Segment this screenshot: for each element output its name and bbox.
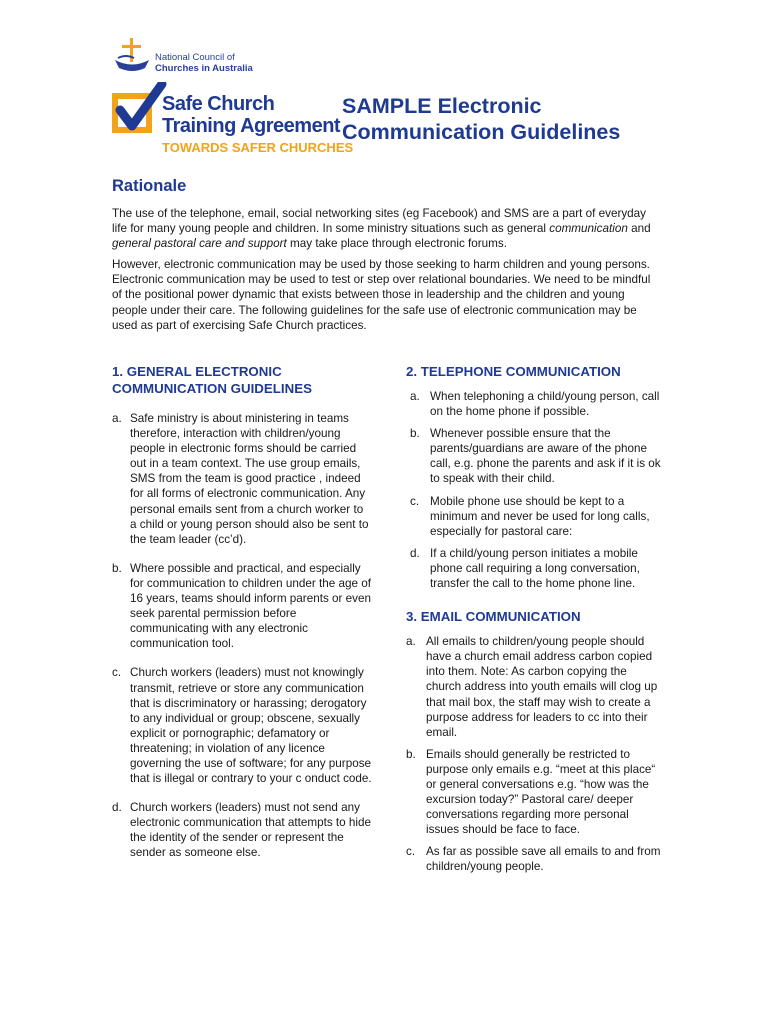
org-name-line1: National Council of <box>155 52 235 63</box>
section2-heading: 2. TELEPHONE COMMUNICATION <box>406 364 621 379</box>
list-item <box>406 494 661 539</box>
cross-boat-icon <box>112 36 154 76</box>
section1-list <box>112 411 372 861</box>
item-text: Emails should generally be restricted to purpose only emails e.g. “meet at this place“ or general conversations e.g. “how was the excursion today?” Pastoral care/ deeper conversations regarding more personal issues should be face to face. <box>426 747 656 837</box>
item-text: Whenever possible ensure that the parents/guardians are aware of the phone call, e.g. phone the parents and ask if it is ok to speak with their child. <box>430 427 661 486</box>
section-general-guidelines <box>112 363 372 875</box>
item-label: d. <box>112 801 122 815</box>
safe-church-logo <box>112 78 354 160</box>
section2-list <box>406 389 661 591</box>
item-label: c. <box>112 666 122 680</box>
item-label: a. <box>406 635 416 649</box>
item-label: b. <box>410 427 420 441</box>
list-item <box>406 389 661 419</box>
item-text: Church workers (leaders) must not knowingly transmit, retrieve or store any communication that is discriminatory or harassing; derogatory to any individual or group; obscene, sexually explicit or pornographic; defamatory or threatening; in violation of any licence governing the use of software; for any purpose that is illegal or contrary to your c onduct code. <box>130 666 372 786</box>
title-line1: SAMPLE Electronic <box>342 94 542 118</box>
item-label: c. <box>406 845 416 859</box>
rationale-text: The use of the telephone, email, social networking sites (eg Facebook) and SMS are a part of everyday life for many young people and children. In some ministry situations such as general <box>112 207 647 236</box>
section-email <box>406 608 661 874</box>
checkmark-icon <box>112 82 168 144</box>
item-label: a. <box>112 412 122 425</box>
item-label: d. <box>410 546 420 560</box>
rationale-text: and <box>627 222 651 236</box>
ncca-logo <box>112 36 272 76</box>
right-column <box>406 363 661 882</box>
rationale-paragraph-1 <box>112 206 658 252</box>
item-text: As far as possible save all emails to and from children/young people. <box>426 845 661 874</box>
section1-heading: 1. GENERAL ELECTRONIC COMMUNICATION GUIDELINES <box>112 364 312 396</box>
item-text: If a child/young person initiates a mobile phone call requiring a long conversation, transfer the call to the home phone line. <box>430 546 640 591</box>
item-label: b. <box>406 747 416 761</box>
item-text: When telephoning a child/young person, call on the home phone if possible. <box>430 390 660 419</box>
list-item <box>406 546 661 591</box>
item-label: b. <box>112 561 122 575</box>
program-name-line2: Training Agreement <box>162 115 341 137</box>
title-line2: Communication Guidelines <box>342 120 621 144</box>
list-item <box>112 800 372 860</box>
rationale-text: may take place through electronic forums. <box>286 237 508 251</box>
rationale-paragraph-2: However, electronic communication may be used by those seeking to harm children and young persons. Electronic communication may be used to test or step over relational boundaries. We need to be mindful of the positional power dynamic that exists between those in leadership and the children and young people under their care. The following guidelines for the safe use of electronic communication may be used as part of exercising Safe Church practices. <box>112 258 651 332</box>
rationale-heading: Rationale <box>112 177 187 195</box>
item-text: Safe ministry is about ministering in teams therefore, interaction with children/young people in electronic forms should be carried out in a team context. The use group emails, SMS from the team is good practice , indeed for all forms of electronic communication. Any personal emails sent from a church worker to a child or young person should also be sent to the team leader (cc’d). <box>130 412 369 546</box>
item-text: Mobile phone use should be kept to a minimum and never be used for long calls, especially for pastoral care: <box>430 494 650 538</box>
list-item <box>112 665 372 786</box>
rationale-emphasis: general pastoral care and support <box>112 237 287 251</box>
list-item <box>406 634 661 740</box>
list-item <box>406 747 661 838</box>
item-text: Church workers (leaders) must not send any electronic communication that attempts to hide the identity of the sender or represent the sender as someone else. <box>130 801 372 860</box>
section3-heading: 3. EMAIL COMMUNICATION <box>406 609 581 625</box>
item-text: Where possible and practical, and especially for communication to children under the age of 16 years, teams should inform parents or even seek parental permission before communicating with any electronic communication tool. <box>130 561 372 651</box>
document-title <box>342 93 620 145</box>
list-item <box>406 426 661 486</box>
list-item <box>406 844 661 874</box>
rationale-emphasis: communication <box>549 222 628 236</box>
item-text: All emails to children/young people should have a church email address carbon copied into them. Note: As carbon copying the church address into youth emails will clog up that mail box, the staff may wish to create a purpose address for leaders to cc into their email. <box>426 635 658 739</box>
section3-list <box>406 634 661 874</box>
org-name-line2: Churches in Australia <box>155 63 253 74</box>
program-name-line1: Safe Church <box>162 93 275 115</box>
section-telephone <box>406 363 661 591</box>
list-item <box>112 561 372 652</box>
item-label: c. <box>410 494 420 508</box>
list-item <box>112 411 372 547</box>
item-label: a. <box>410 390 420 403</box>
program-tagline: TOWARDS SAFER CHURCHES <box>162 140 354 155</box>
